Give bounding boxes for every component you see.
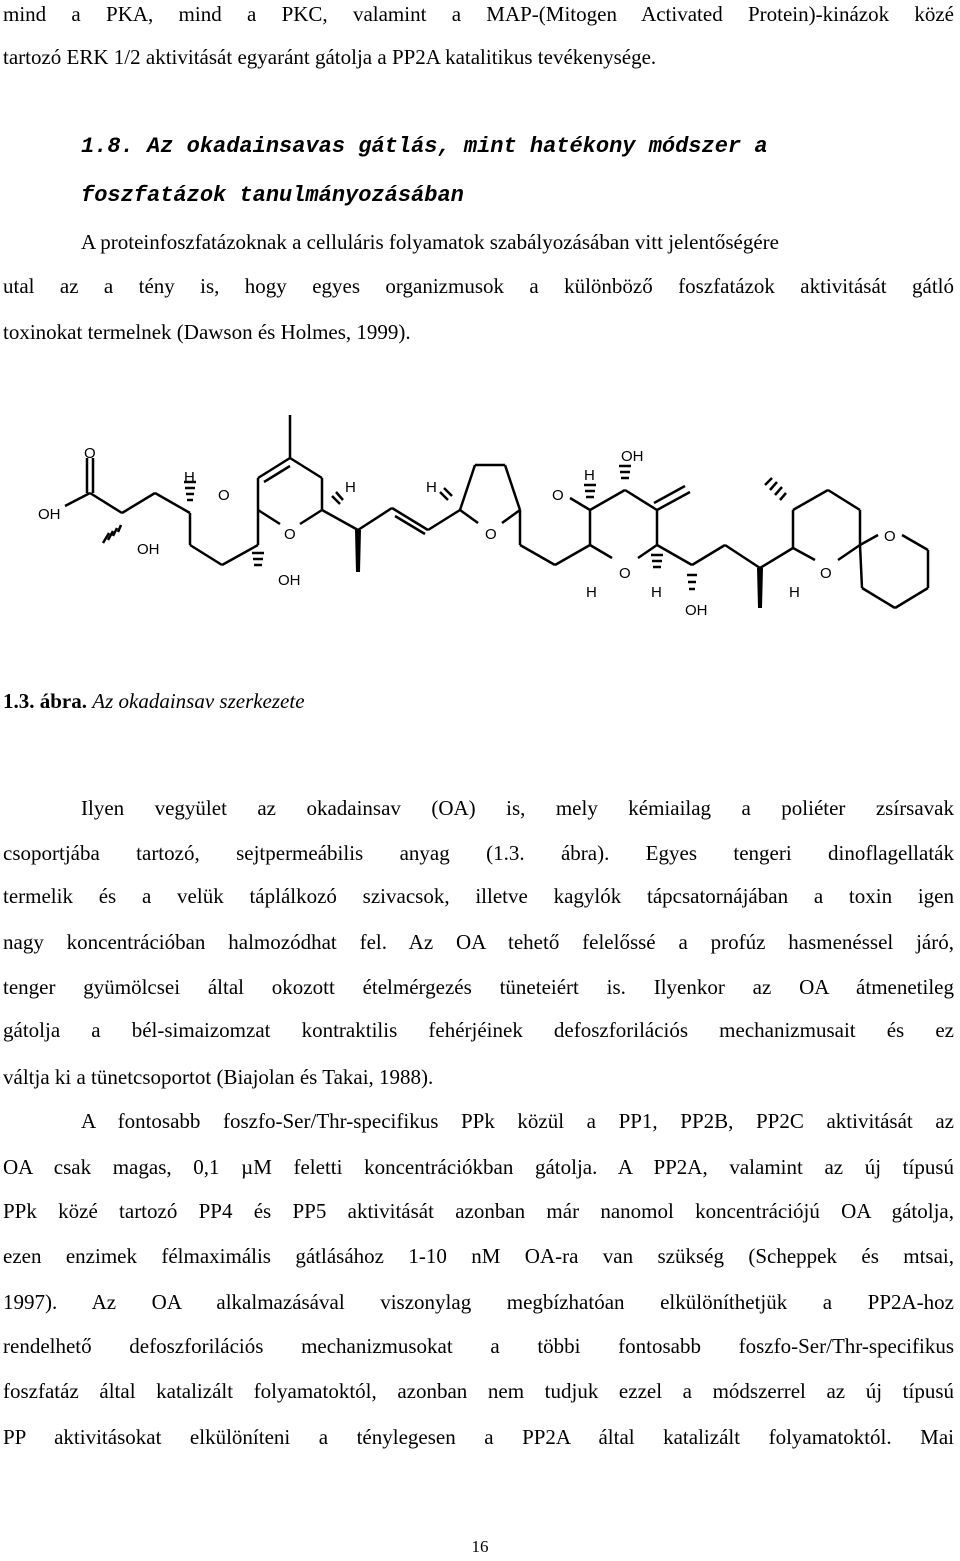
para1-line-3: toxinokat termelnek (Dawson és Holmes, 1999). [3,320,411,344]
intro-line-2: tartozó ERK 1/2 aktivitását egyaránt gátolja a PP2A katalitikus tevékenysége. [3,45,657,69]
para2-line-2: csoportjába tartozó, sejtpermeábilis anyag (1.3. ábra). Egyes tengeri dinoflagellaták [3,841,954,865]
atom-h-1: H [184,469,195,486]
atom-h-4: H [584,467,595,484]
section-heading-line-2: foszfatázok tanulmányozásában [81,183,464,208]
para2-line-6: gátolja a bél-simaizomzat kontraktilis fehérjéinek defoszforilációs mechanizmusait és ez [3,1018,954,1042]
atom-o-furan: O [485,526,497,543]
okadaic-acid-structure [0,405,960,630]
section-heading-line-1 [81,134,768,160]
atom-o-ring3: O [552,487,564,504]
atom-h-7: H [789,584,800,601]
intro-line-1: mind a PKA, mind a PKC, valamint a MAP-(Mitogen Activated Protein)-kinázok közé [3,2,954,26]
atom-h-6: H [651,584,662,601]
atom-h-3: H [426,479,437,496]
atom-h-5: H [586,584,597,601]
para3-line-6: rendelhető defoszforilációs mechanizmusokat a többi fontosabb foszfo-Ser/Thr-specifikus [3,1334,954,1358]
atom-oh-acid: OH [38,506,61,523]
para2-line-1: Ilyen vegyület az okadainsav (OA) is, mely kémiailag a poliéter zsírsavak [81,796,954,820]
para3-line-8: PP aktivitásokat elkülöníteni a ténylegesen a PP2A által katalizált folyamatoktól. Mai [3,1425,954,1449]
figure-caption-text: Az okadainsav szerkezete [92,689,305,713]
para2-line-5: tenger gyümölcsei által okozott ételmérgezés tüneteiért is. Ilyenkor az OA átmenetileg [3,975,954,999]
atom-o-ring6: O [884,528,896,545]
section-title: Az okadainsavas gátlás, mint hatékony módszer a [147,134,768,159]
para1-line-1: A proteinfoszfatázoknak a celluláris folyamatok szabályozásában vitt jelentőségére [81,230,779,254]
atom-oh-top: OH [621,448,644,465]
atom-o-ring1: O [218,487,230,504]
para3-line-5: 1997). Az OA alkalmazásával viszonylag megbízhatóan elkülöníthetjük a PP2A-hoz [3,1290,954,1314]
para3-line-2: OA csak magas, 0,1 µM feletti koncentrációkban gátolja. A PP2A, valamint az új típusú [3,1155,954,1179]
figure-caption-label: 1.3. ábra. [3,689,87,713]
para3-line-4: ezen enzimek félmaximális gátlásához 1-10 nM OA-ra van szükség (Scheppek és mtsai, [3,1244,954,1268]
para1-line-2: utal az a tény is, hogy egyes organizmusok a különböző foszfatázok aktivitását gátló [3,274,954,298]
page-number: 16 [471,1537,489,1556]
para3-line-1: A fontosabb foszfo-Ser/Thr-specifikus PPk közül a PP1, PP2B, PP2C aktivitását az [81,1109,954,1133]
atom-o-ring4: O [619,565,631,582]
atom-h-2: H [345,479,356,496]
atom-oh-ring: OH [278,572,301,589]
atom-oh-bottom: OH [685,602,708,619]
figure-caption [3,689,305,713]
para3-line-3: PPk közé tartozó PP4 és PP5 aktivitását azonban már nanomol koncentrációjú OA gátolja, [3,1199,954,1223]
atom-o-ring5: O [820,565,832,582]
para3-line-7: foszfatáz által katalizált folyamatoktól, azonban nem tudjuk ezzel a módszerrel az új típusú [3,1379,954,1403]
para2-line-7: váltja ki a tünetcsoportot (Biajolan és Takai, 1988). [3,1065,434,1089]
atom-o-ring2: O [284,526,296,543]
atom-oh-c2: OH [137,541,160,558]
section-number: 1.8. [81,134,134,159]
para2-line-4: nagy koncentrációban halmozódhat fel. Az OA tehető felelőssé a profúz hasmenéssel járó, [3,930,954,954]
atom-o-carbonyl: O [84,445,96,462]
para2-line-3: termelik és a velük táplálkozó szivacsok, illetve kagylók tápcsatornájában a toxin igen [3,884,954,908]
